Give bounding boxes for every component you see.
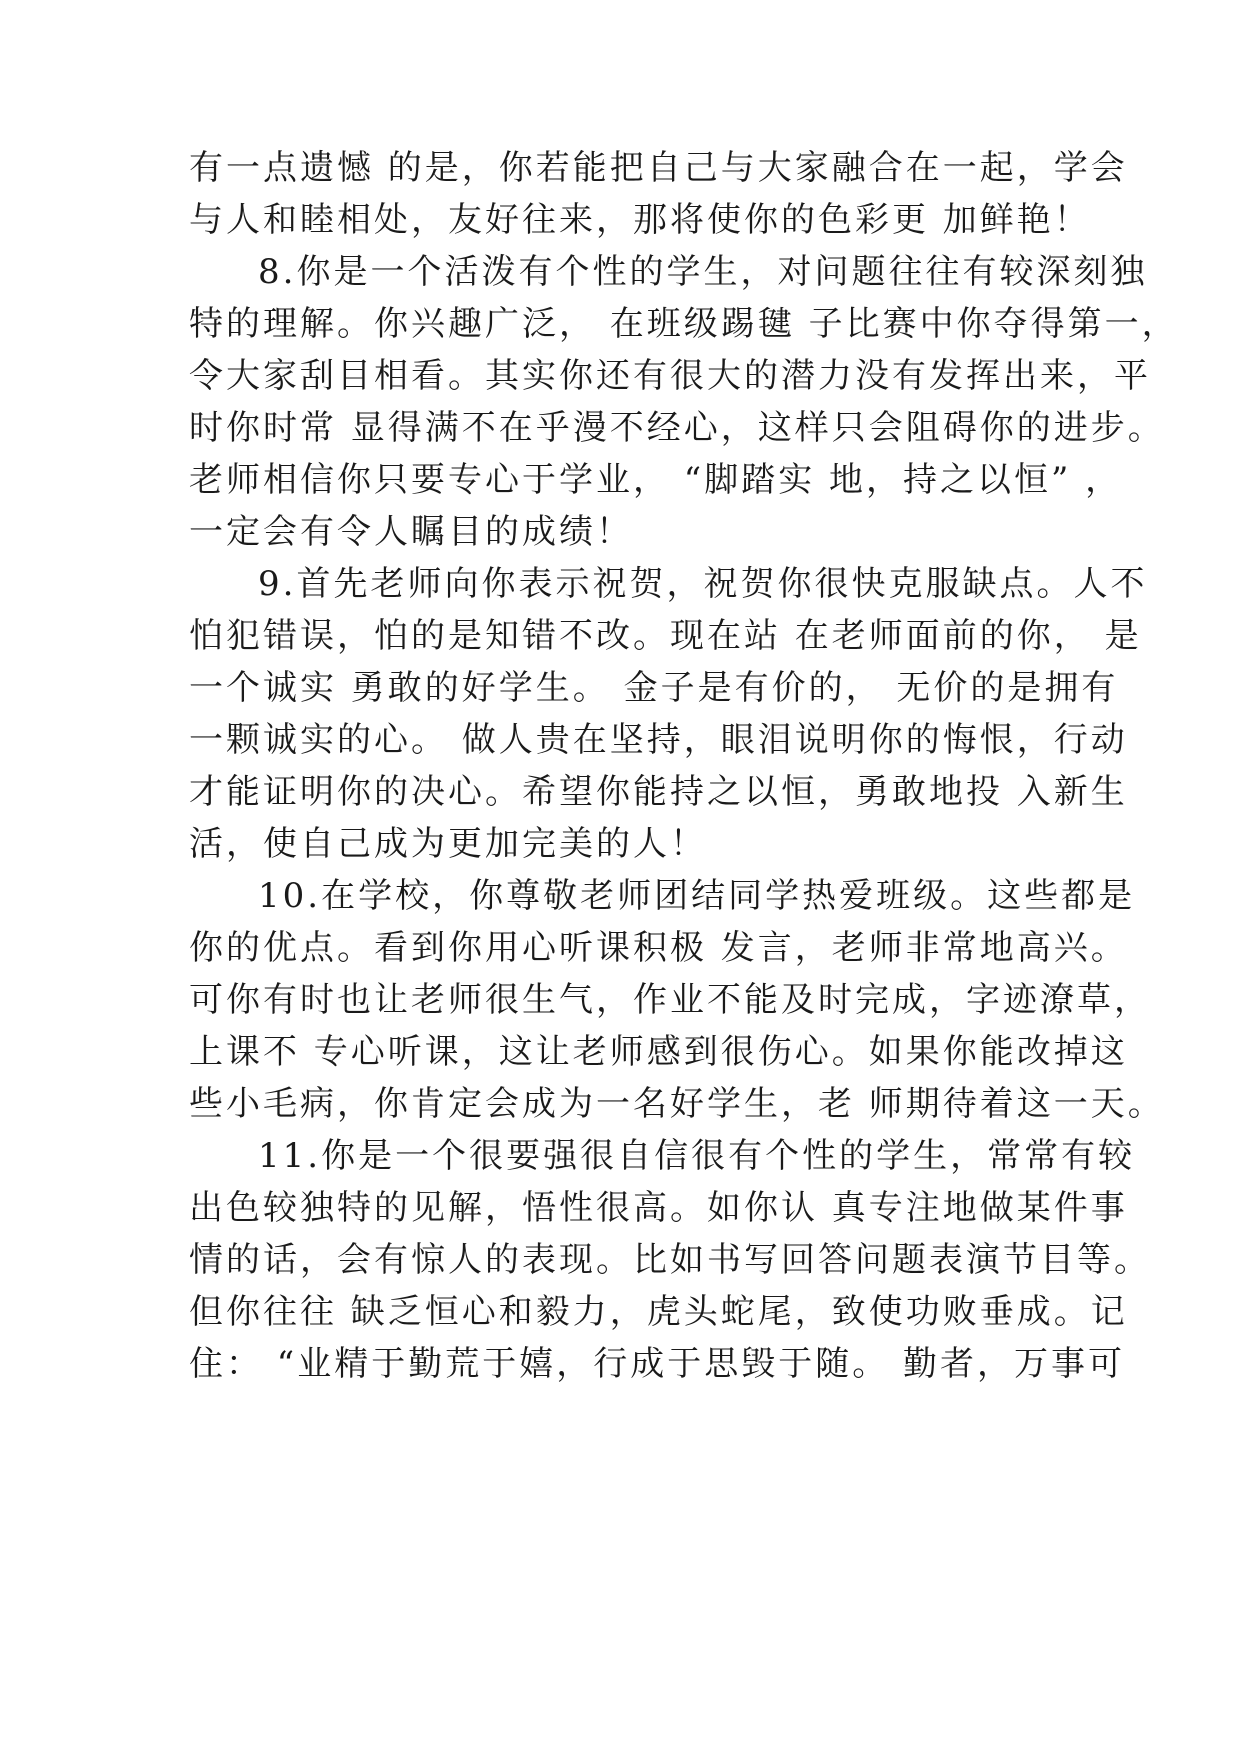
text-line: 可你有时也让老师很生气，作业不能及时完成，字迹潦草， [189,980,1151,1020]
text-line: 些小毛病，你肯定会成为一名好学生，老 师期待着这一天。 [189,1084,1165,1124]
text-line: 住： “业精于勤荒于嬉，行成于思毁于随。 勤者，万事可 [189,1344,1125,1384]
text-line: 才能证明你的决心。希望你能持之以恒，勇敢地投 入新生 [189,772,1128,812]
text-line: 情的话，会有惊人的表现。比如书写回答问题表演节目等。 [189,1240,1151,1280]
text-line: 有一点遗憾 的是，你若能把自己与大家融合在一起，学会 [189,148,1128,188]
paragraph-first-line: 10.在学校，你尊敬老师团结同学热爱班级。这些都是 [258,876,1136,916]
text-line: 但你往往 缺乏恒心和毅力，虎头蛇尾，致使功败垂成。记 [189,1292,1128,1332]
text-line: 特的理解。你兴趣广泛， 在班级踢毽 子比赛中你夺得第一， [189,304,1179,344]
text-line: 老师相信你只要专心于学业， “脚踏实 地，持之以恒” ， [189,460,1123,500]
paragraph-first-line: 9.首先老师向你表示祝贺，祝贺你很快克服缺点。人不 [258,564,1148,604]
paragraph-first-line: 11.你是一个很要强很自信很有个性的学生，常常有较 [258,1136,1136,1176]
text-line: 你的优点。看到你用心听课积极 发言，老师非常地高兴。 [189,928,1128,968]
text-line: 怕犯错误，怕的是知错不改。现在站 在老师面前的你， 是 [189,616,1142,656]
text-line: 一定会有令人瞩目的成绩！ [189,512,633,552]
text-line: 时你时常 显得满不在乎漫不经心，这样只会阻碍你的进步。 [189,408,1165,448]
text-line: 一个诚实 勇敢的好学生。 金子是有价的， 无价的是拥有 [189,668,1119,708]
text-line: 上课不 专心听课，这让老师感到很伤心。如果你能改掉这 [189,1032,1128,1072]
text-line: 与人和睦相处，友好往来，那将使你的色彩更 加鲜艳！ [189,200,1091,240]
text-line: 出色较独特的见解，悟性很高。如你认 真专注地做某件事 [189,1188,1128,1228]
text-line: 一颗诚实的心。 做人贵在坚持，眼泪说明你的悔恨，行动 [189,720,1128,760]
paragraph-first-line: 8.你是一个活泼有个性的学生，对问题往往有较深刻独 [258,252,1148,292]
text-line: 活，使自己成为更加完美的人！ [189,824,707,864]
text-line: 令大家刮目相看。其实你还有很大的潜力没有发挥出来，平 [189,356,1151,396]
